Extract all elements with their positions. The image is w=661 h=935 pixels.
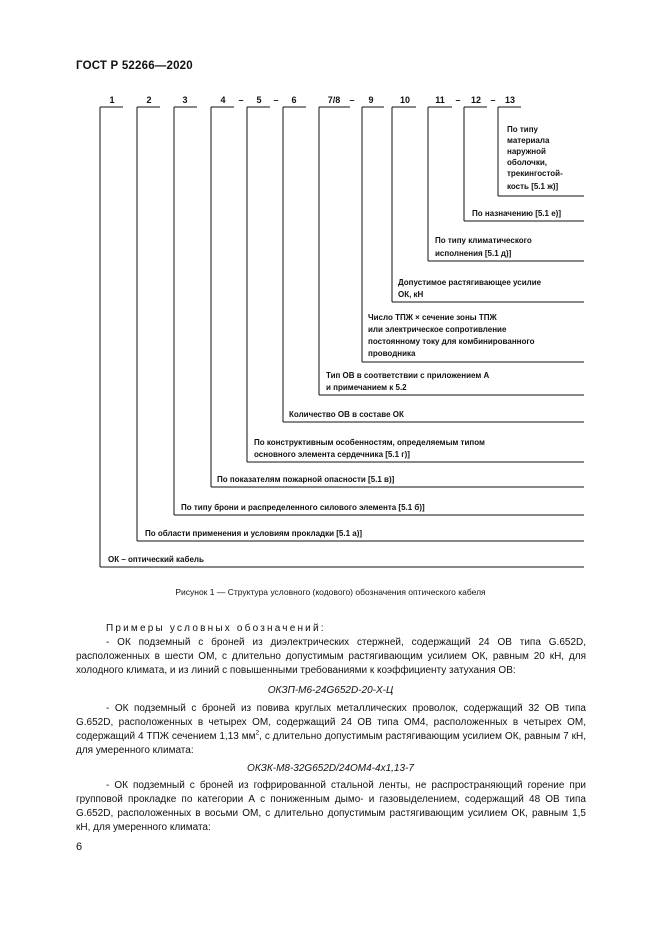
label-4: По показателям пожарной опасности [5.1 в)] bbox=[217, 475, 395, 484]
separator-12-13: – bbox=[490, 95, 496, 105]
position-separators bbox=[238, 95, 495, 105]
svg-text:или электрическое сопротивлени: или электрическое сопротивление bbox=[368, 325, 507, 334]
label-11 bbox=[435, 236, 532, 258]
separator-4-5: – bbox=[238, 95, 244, 105]
svg-text:основного элемента сердечника: основного элемента сердечника [5.1 г)] bbox=[254, 450, 410, 459]
examples-heading: Примеры условных обозначений: bbox=[106, 623, 326, 634]
example-2-text-b: , с длительно допустимым растягивающим усилием ОК, равным 7 кН, для умеренного климата: bbox=[76, 731, 587, 756]
separator-78-9: – bbox=[349, 95, 355, 105]
label-2: По области применения и условиям прокладки [5.1 а)] bbox=[145, 529, 363, 538]
svg-text:и примечанием к 5.2: и примечанием к 5.2 bbox=[326, 383, 407, 392]
example-2-text bbox=[76, 702, 586, 758]
example-2-code: ОКЗК-М8-32G652D/24ОМ4-4x1,13-7 bbox=[247, 763, 414, 774]
label-12: По назначению [5.1 е)] bbox=[472, 209, 561, 218]
pos-3: 3 bbox=[182, 95, 188, 105]
pos-10: 10 bbox=[399, 95, 411, 105]
label-5 bbox=[254, 438, 485, 459]
example-2-text-a: - ОК подземный с броней из повива круглых металлических проволок, содержащий 32 ОВ типа G.652D, расположенных в четырех ОМ, содержащий 24 ОВ типа ОМ4, расположенных в четырех ОМ, содержащий 4 ТПЖ сечением 1,13 мм bbox=[76, 703, 586, 742]
svg-text:По типу климатического: По типу климатического bbox=[435, 236, 532, 245]
svg-text:Число ТПЖ × сечение зоны ТПЖ: Число ТПЖ × сечение зоны ТПЖ bbox=[368, 313, 497, 322]
svg-text:По типу: По типу bbox=[507, 125, 538, 134]
separator-5-6: – bbox=[273, 95, 279, 105]
label-3: По типу брони и распределенного силового элемента [5.1 б)] bbox=[181, 503, 425, 512]
label-7-8 bbox=[326, 371, 489, 392]
pos-13: 13 bbox=[504, 95, 516, 105]
pos-6: 6 bbox=[291, 95, 297, 105]
figure-caption: Рисунок 1 — Структура условного (кодового) обозначения оптического кабеля bbox=[175, 587, 486, 597]
svg-text:ОК, кН: ОК, кН bbox=[398, 290, 424, 299]
svg-text:трекингостой-: трекингостой- bbox=[507, 169, 563, 178]
label-9 bbox=[368, 313, 535, 358]
label-13 bbox=[507, 125, 563, 191]
page-number: 6 bbox=[76, 841, 83, 853]
pos-9: 9 bbox=[368, 95, 374, 105]
label-6: Количество ОВ в составе ОК bbox=[289, 410, 404, 419]
example-1-code: ОКЗП-М6-24G652D-20-Х-Ц bbox=[267, 685, 394, 696]
svg-text:постоянному току для комбиниро: постоянному току для комбинированного bbox=[368, 337, 535, 346]
separator-11-12: – bbox=[455, 95, 461, 105]
svg-text:Тип ОВ в соответствии с прилож: Тип ОВ в соответствии с приложением А bbox=[326, 371, 490, 380]
example-2-superscript: 2 bbox=[255, 729, 260, 737]
pos-5: 5 bbox=[256, 95, 262, 105]
svg-text:По конструктивным особенностям: По конструктивным особенностям, определяемым типом bbox=[254, 438, 485, 447]
label-10 bbox=[398, 278, 542, 299]
pos-11: 11 bbox=[435, 95, 445, 105]
svg-text:оболочки,: оболочки, bbox=[507, 158, 547, 167]
pos-2: 2 bbox=[146, 95, 152, 105]
svg-text:проводника: проводника bbox=[368, 349, 416, 358]
svg-text:исполнения [5.1 д)]: исполнения [5.1 д)] bbox=[435, 249, 512, 258]
pos-4: 4 bbox=[220, 95, 226, 105]
label-1: ОК – оптический кабель bbox=[108, 555, 204, 564]
svg-text:Допустимое растягивающее усили: Допустимое растягивающее усилие bbox=[398, 278, 542, 287]
pos-7-8: 7/8 bbox=[327, 95, 341, 105]
document-header: ГОСТ Р 52266—2020 bbox=[76, 60, 193, 72]
svg-text:материала: материала bbox=[507, 136, 550, 145]
example-3-text: - ОК подземный с броней из гофрированной стальной ленты, не распространяющий горение при групповой прокладке по категории А с пониженным дымо- и газовыделением, содержащий 48 ОВ типа G.652D, расположенных в восьми ОМ, с длительно допустимым растягивающим усилием ОК, равным 1,5 кН, для умеренного климата: bbox=[76, 780, 586, 833]
svg-text:кость [5.1 ж)]: кость [5.1 ж)] bbox=[507, 182, 559, 191]
position-numbers bbox=[109, 95, 515, 105]
pos-1: 1 bbox=[109, 95, 115, 105]
pos-12: 12 bbox=[470, 95, 482, 105]
example-1-text: - ОК подземный с броней из диэлектрических стержней, содержащий 24 ОВ типа G.652D, расположенных в шести ОМ, с длительно допустимым растягивающим усилием ОК, равным 20 кН, для холодного климата, и из линий с повышенными требованиями к коэффициенту затухания ОВ: bbox=[76, 637, 586, 676]
svg-text:наружной: наружной bbox=[507, 147, 546, 156]
